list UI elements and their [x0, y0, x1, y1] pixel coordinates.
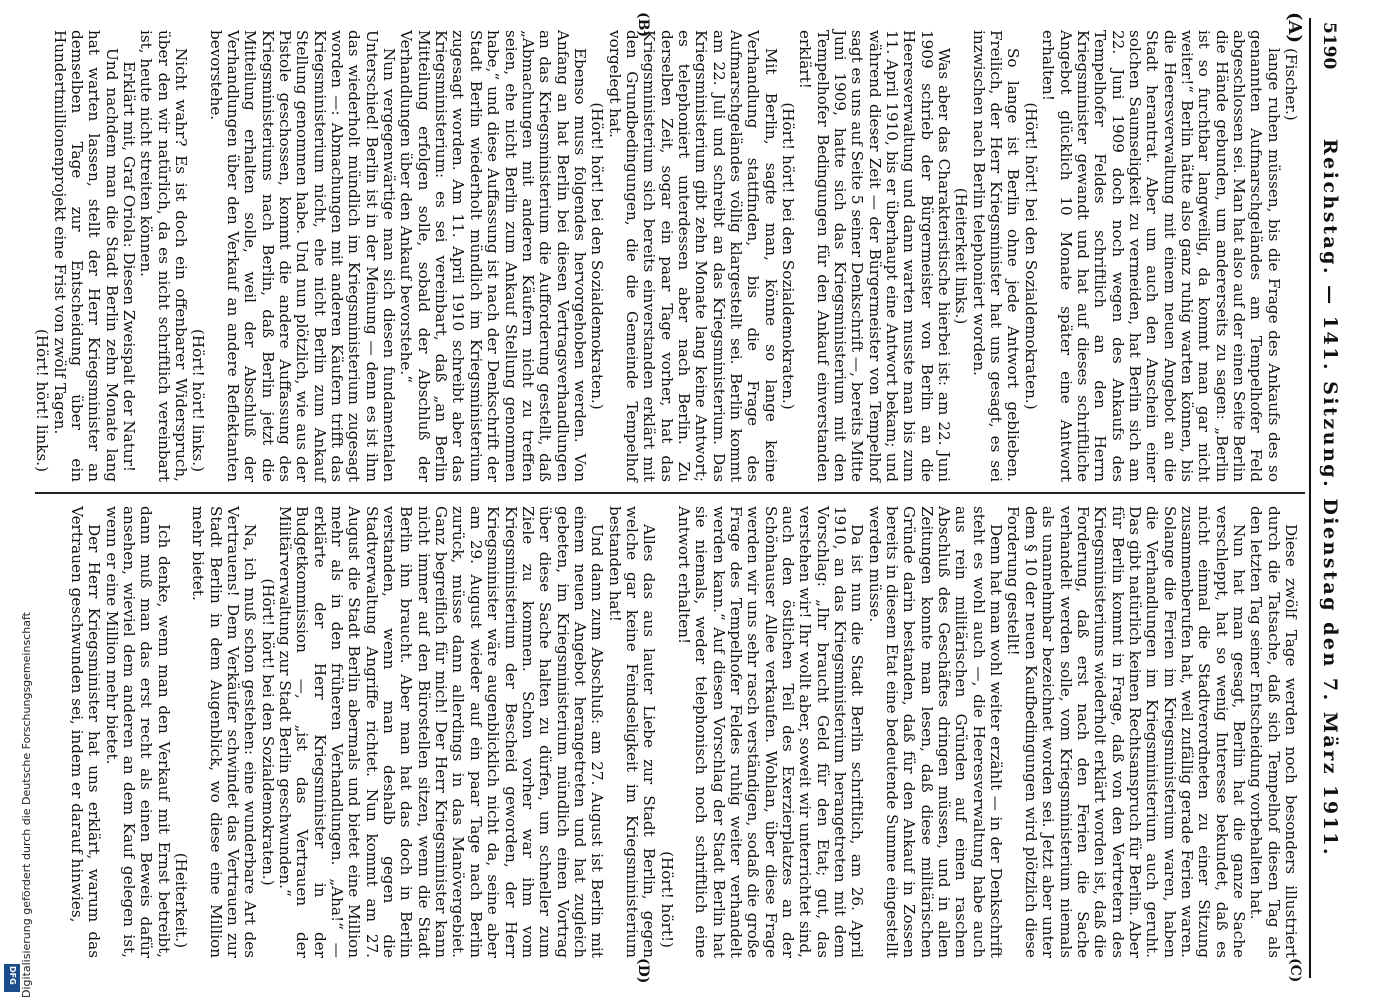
- paragraph: Und dann zum Abschluß: am 27. August ist Berlin mit einem neuen Angebot herangetreten und hat zugleich gebeten, im Kriegsministerium mündlich einen Vortrag über diese Sache halten zu dürfen, um schneller zum Ziele zu kommen. Schon vorher war ihm vom Kriegsministerium der Bescheid geworden, der Herr Kriegsminister wäre augenblicklich nicht da, seine aber am 29. August wieder auf ein paar Tage nach Berlin zurück, müsse dann allerdings in das Manövergebiet. Ganz begreiflich für mich! Der Herr Kriegsminister kann nicht immer auf den Bürostellen sitzen, wenn die Stadt Berlin ihn braucht. Aber man hat das doch in Berlin verstanden, wenn man deshalb gegen die Stadtverwaltung Angriffe richtet. Nun kommt am 27. August die Stadt Berlin abermals und bietet eine Million mehr als in den früheren Verhandlungen. „Aha!“ — erklärte der Herr Kriegsminister in der Budgetkommission —, „ist das Vertrauen der Militärverwaltung zur Stadt Berlin geschwunden.“: [276, 506, 607, 958]
- interjection: (Heiterkeit.): [172, 852, 190, 948]
- interjection: (Hört! hört! bei den Sozialdemokraten.): [779, 102, 798, 410]
- margin-letter-a: (A): [1284, 12, 1305, 43]
- rotated-page: [0, 12, 1345, 984]
- paragraph: Denn hat man wohl weiter erzählt — in der Denkschrift steht es wohl auch —, die Heeresverwaltung habe auch aus rein militärischen Gründen auf einen raschen Abschluß des Geschäftes dringen müssen, und in allen Zeitungen konnte man lesen, daß diese militärischen Gründe darin bestanden, daß für den Ankauf in Zossen bereits in diesem Etat eine bedeutende Summe eingestellt werden müsse.: [865, 506, 1006, 958]
- interjection: (Hört! hört!): [657, 851, 676, 948]
- paragraph: Ebenso muss folgendes hervorgehoben werden. Von Anfang an hat Berlin bei diesen Vertragsverhandlungen an das Kriegsministerium die Aufforderung gestellt, daß „Abmachungen mit anderen Käufern nicht zu treffen seien, ehe nicht Berlin zum Ankauf Stellung genommen habe,“ und diese Auffassung ist nach der Denkschrift der Stadt Berlin wiederholt mündlich im Kriegsministerium zugesagt worden. Am 11. April 1910 schreibt aber das Kriegsministerium: es sei vereinbart, daß „an Berlin Mitteilung erfolgen solle, sobald der Abschluß der Verhandlungen über den Ankauf bevorstehe.“: [397, 30, 589, 482]
- page-header: [1309, 18, 1345, 978]
- interjection: (Hört! hört! bei den Sozialdemokraten.): [258, 578, 277, 886]
- dfg-logo-text: DFG: [8, 966, 17, 985]
- interjection: (Hört! hört! links.): [189, 328, 208, 472]
- paragraph: lange ruhen müssen, bis die Frage des Ankaufs des so genannten Aufmarschgeländes am Tempelhofer Feld abgeschlossen sei. Man hat also auf der einen Seite Berlin die Hände gebunden, um andererseits zu sagen: „Berlin ist so furchtbar langweilig, da kommt man gar nicht weiter!“ Berlin hätte also ganz ruhig warten können, bis die Heeresverwaltung mit einem neuen Angebot an die Stadt herantrat. Aber um auch den Anschein einer solchen Saumseligkeit zu vermeiden, hat Berlin sich am 22. Juni 1909 doch noch wegen des Ankaufs des Tempelhofer Feldes schriftlich an den Herrn Kriegsminister gewandt und hat auf dieses schriftliche Angebot glücklich 10 Monate später eine Antwort erhalten!: [1039, 30, 1283, 482]
- paragraph: Der Herr Kriegsminister hat uns erklärt, warum das Vertrauen geschwunden sei, indem er darauf hinwies,: [67, 506, 104, 958]
- paragraph: Alles das aus lauter Liebe zur Stadt Berlin, gegen welche gar keine Feindseligkeit im Kriegsministerium bestanden hat!: [605, 506, 659, 958]
- paragraph: Nun hat man gesagt, Berlin hat die ganze Sache verschleppt, hat so wenig Interesse bekundet, daß es nicht einmal die Stadtverordneten zu einer Sitzung zusammenberufen hat, weil zufällig gerade Ferien waren. Solange die Ferien im Kriegsministerium waren, haben die Verhandlungen im Kriegsministerium auch geruht. Das gibt natürlich keinen Rechtsanspruch für Berlin. Aber für Berlin kommt in Frage, daß von den Vertretern des Kriegsministeriums wiederholt erklärt worden ist, daß die Forderung, daß erst nach den Ferien die Sache verhandelt werden solle, vom Kriegsministerium niemals als unannehmbar bezeichnet worden sei. Jetzt aber unter dem § 10 der neuen Kaufbedingungen wird plötzlich diese Forderung gestellt!: [1004, 506, 1248, 958]
- right-column: [68, 506, 1299, 958]
- margin-letter-c: (C): [1287, 958, 1303, 983]
- interjection: (Hört! hört! bei den Sozialdemokraten.): [1021, 102, 1040, 410]
- left-column: [33, 30, 1299, 482]
- running-head: Reichstag. — 141. Sitzung. Dienstag den 7. März 1911.: [1319, 138, 1341, 858]
- paragraph: Da ist nun die Stadt Berlin schriftlich, am 26. April 1910, an das Kriegsministerium herangetreten mit dem Vorschlag: „Ihr braucht Geld für den Etat; gut, das verstehen wir! Ihr wollt aber, soweit wir unterrichtet sind, auch den östlichen Teil des Exerzierplatzes an der Schönhauser Allee verkaufen. Wohlan, über diese Frage werden wir uns sehr rasch verständigen, sodaß die große Frage des Tempelhofer Feldes ruhig weiter verhandelt werden kann.“ Auf diesen Vorschlag der Stadt Berlin hat sie niemals, weder telephonisch noch schriftlich eine Antwort erhalten!: [674, 506, 867, 958]
- interjection: (Hört! hört! links.): [33, 328, 52, 472]
- digitization-note-text: Digitalisierung gefördert durch die Deutsche Forschungsgemeinschaft: [20, 612, 33, 998]
- paragraph: Nun vergegenwärtige man sich diesen fundamentalen Unterschied! Berlin ist in der Meinung — denn es ist ihm das wiederholt mündlich im Kriegsministerium zugesagt worden —: Abmachungen mit anderen Käufern trifft das Kriegsministerium nicht, ehe nicht Berlin zum Ankauf Stellung genommen habe. Und nun plötzlich, wie aus der Pistole geschossen, kommt die andere Auffassung des Kriegsministeriums nach Berlin, daß Berlin jetzt die Mitteilung erhalten solle, weil der Abschluß der Verhandlungen über den Verkauf an andere Reflektanten bevorstehe.: [206, 30, 399, 482]
- paragraph: Nicht wahr? Es ist doch ein offenbarer Widerspruch, über den wir natürlich, da es nicht schriftlich vereinbart ist, heute nicht streiten können.: [137, 30, 190, 482]
- paragraph: So lange ist Berlin ohne jede Antwort geblieben. Freilich, der Herr Kriegsminister hat uns gesagt, es sei inzwischen nach Berlin telephoniert worden.: [969, 30, 1023, 482]
- interjection: (Hört! hört! bei den Sozialdemokraten.): [588, 102, 607, 410]
- paragraph: Diese zwölf Tage werden noch besonders illustriert durch die Tatsache, daß sich Tempelhof diesen Tag als den letzten Tag seiner Entscheidung vorbehalten hat.: [1247, 506, 1300, 958]
- page-number: 5190: [1319, 22, 1339, 70]
- paragraph: Na, ich muß schon gestehen: eine wunderbare Art des Vertrauens! Dem Verkäufer schwindet das Vertrauen zur Stadt Berlin in dem Augenblick, wo diese eine Million mehr bietet.: [189, 506, 260, 958]
- paragraph: Und nachdem man die Stadt Berlin zehn Monate lang hat warten lassen, stellt der Herr Kriegsminister an demselben Tage zur Entscheidung über ein Hundertmillionenprojekt eine Frist von zwölf Tagen.: [50, 30, 121, 482]
- paragraph: Was aber das Charakteristische hierbei ist: am 22. Juni 1909 schrieb der Bürgermeister von Berlin an die Heeresverwaltung und dann warten musste man bis zum 11. April 1910, bis er überhaupt eine Antwort bekam; und während dieser Zeit — der Bürgermeister von Tempelhof sagt es uns auf Seite 5 seiner Denkschrift —, bereits Mitte Juni 1909, hatte sich das Kriegsministerium mit den Tempelhofer Bedingungen für den Ankauf einverstanden erklärt!: [796, 30, 954, 482]
- interjection: Erklärt mit, Graf Oriola: Diesen Zweispalt der Natur!: [119, 61, 138, 472]
- interjection: (Heiterkeit links.): [952, 187, 971, 325]
- paragraph: Mit Berlin, sagte man, könne so lange keine Verhandlung stattfinden, bis die Frage des Aufmarschgeländes völlig klargestellt sei. Berlin kommt am 22. Juli und schreibt an das Kriegsministerium. Das Kriegsministerium gibt zehn Monate lang keine Antwort; es telephoniert unterdessen aber nach Berlin. Zu derselben Zeit, sogar ein paar Tage vorher, hat das Kriegsministerium sich bereits einverstanden erklärt mit den Grundbedingungen, die die Gemeinde Tempelhof vorgelegt hat.: [605, 30, 780, 482]
- margin-letter-b: (B): [635, 12, 651, 38]
- margin-letter-d: (D): [635, 958, 651, 984]
- column-divider: [35, 492, 1305, 494]
- paragraph: Ich denke, wenn man den Verkauf mit Ernst betreibt, dann muß man das erst recht als einen Beweis dafür ansehen, wieviel dem anderen an dem Kauf gelegen ist, wenn er eine Million mehr bietet.: [102, 506, 173, 958]
- speaker-name: (Fischer.): [1282, 48, 1300, 121]
